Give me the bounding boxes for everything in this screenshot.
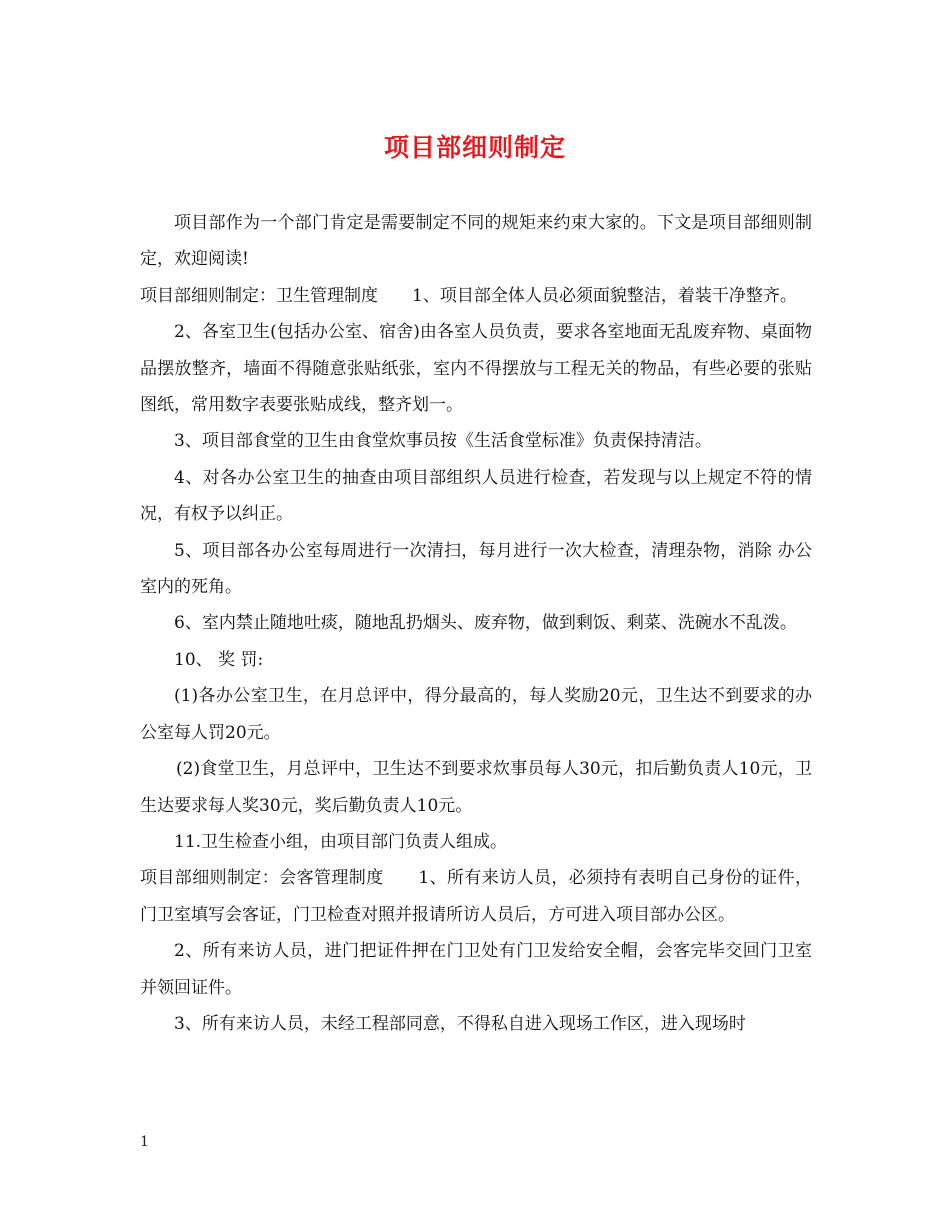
paragraph-hygiene-3: 3、项目部食堂的卫生由食堂炊事员按《生活食堂标准》负责保持清洁。	[174, 431, 712, 452]
paragraph-visitor-3: 3、所有来访人员，未经工程部同意，不得私自进入现场工作区，进入现场时	[174, 1013, 746, 1034]
paragraph-hygiene-5: 5、项目部各办公室每周进行一次清扫，每月进行一次大检查，清理杂物，消除 办公室内的死角。	[140, 540, 812, 598]
document-body	[140, 205, 812, 1042]
paragraph-visitor-2: 2、所有来访人员，进门把证件押在门卫处有门卫发给安全帽，会客完毕交回门卫室并领回证件。	[140, 941, 812, 998]
page-title: 项目部细则制定	[383, 133, 566, 162]
paragraph-hygiene-4: 4、对各办公室卫生的抽查由项目部组织人员进行检查，若发现与以上规定不符的情况，有权予以纠正。	[140, 467, 812, 525]
page-number: 1	[140, 1134, 149, 1150]
paragraph-hygiene-6: 6、室内禁止随地吐痰，随地乱扔烟头、废弃物，做到剩饭、剩菜、洗碗水不乱泼。	[174, 613, 797, 634]
paragraph-intro: 项目部作为一个部门肯定是需要制定不同的规矩来约束大家的。下文是项目部细则制定，欢迎阅读!	[140, 213, 812, 270]
paragraph-rewards-1: (1)各办公室卫生，在月总评中，得分最高的，每人奖励20元，卫生达不到要求的办公室每人罚20元。	[140, 686, 812, 743]
paragraph-hygiene-2: 2、各室卫生(包括办公室、宿舍)由各室人员负责，要求各室地面无乱废弃物、桌面物品摆放整齐，墙面不得随意张贴纸张，室内不得摆放与工程无关的物品，有些必要的张贴图纸，常用数字表要张贴成线，整齐划一。	[140, 322, 812, 416]
paragraph-visitor-heading: 项目部细则制定：会客管理制度 1、所有来访人员，必须持有表明自己身份的证件，门卫室填写会客证，门卫检查对照并报请所访人员后，方可进入项目部办公区。	[140, 868, 812, 925]
paragraph-hygiene-heading: 项目部细则制定：卫生管理制度 1、项目部全体人员必须面貌整洁，着装干净整齐。	[140, 285, 797, 306]
paragraph-rewards-heading: 10、 奖 罚:	[174, 649, 264, 670]
paragraph-rewards-2: (2)食堂卫生，月总评中，卫生达不到要求炊事员每人30元，扣后勤负责人10元，卫生达要求每人奖30元，奖后勤负责人10元。	[140, 759, 812, 816]
paragraph-hygiene-11: 11.卫生检查小组，由项目部门负责人组成。	[174, 831, 508, 852]
